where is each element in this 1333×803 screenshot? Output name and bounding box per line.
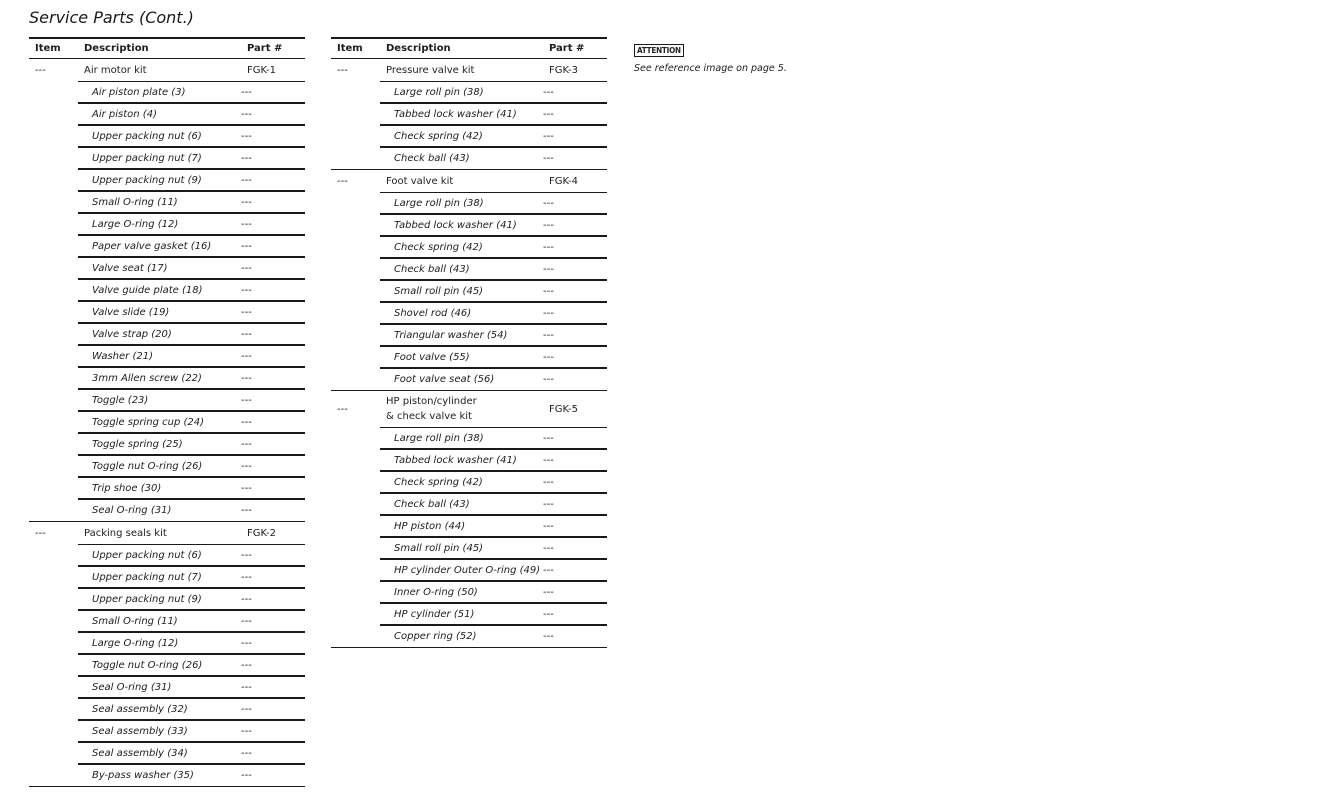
part-number: ---	[543, 374, 554, 385]
part-row	[78, 279, 305, 301]
part-number: ---	[241, 284, 252, 296]
part-description: Toggle spring cup (24)	[92, 416, 204, 428]
part-number: ---	[543, 564, 554, 576]
part-row	[78, 632, 305, 654]
part-description: Seal assembly (32)	[92, 703, 188, 715]
part-row	[78, 411, 305, 433]
part-row	[78, 588, 305, 610]
part-number: ---	[241, 593, 252, 605]
part-description: 3mm Allen screw (22)	[92, 372, 202, 384]
part-number: ---	[241, 218, 252, 230]
part-number: ---	[543, 631, 554, 642]
part-row	[380, 449, 607, 471]
kit-group	[331, 170, 607, 391]
kit-description: Packing seals kit	[84, 527, 167, 539]
part-row	[380, 236, 607, 258]
part-description: Tabbed lock washer (41)	[394, 108, 517, 120]
part-number: ---	[543, 153, 554, 164]
part-row	[380, 280, 607, 302]
part-description: Paper valve gasket (16)	[92, 240, 212, 252]
part-number: ---	[241, 372, 252, 384]
part-row	[78, 566, 305, 588]
part-number: ---	[543, 130, 554, 142]
part-description: Small O-ring (11)	[92, 615, 178, 627]
part-number: ---	[543, 219, 554, 231]
part-number: ---	[241, 152, 252, 164]
part-description: Seal O-ring (31)	[92, 505, 172, 516]
part-row	[380, 125, 607, 147]
part-description: Air piston plate (3)	[92, 86, 186, 98]
part-description: Upper packing nut (6)	[92, 130, 202, 142]
item-cell: ---	[337, 64, 348, 76]
part-description: Inner O-ring (50)	[394, 586, 478, 598]
header-part-number: Part #	[247, 43, 283, 54]
part-number: ---	[543, 432, 554, 444]
part-description: Triangular washer (54)	[394, 329, 508, 341]
part-row	[78, 654, 305, 676]
header-description: Description	[84, 43, 149, 54]
part-description: Toggle (23)	[92, 394, 149, 406]
part-number: ---	[543, 197, 554, 209]
part-row	[78, 323, 305, 345]
part-description: Valve strap (20)	[92, 328, 172, 340]
part-description: Upper packing nut (7)	[92, 571, 202, 583]
kit-part-number: FGK-3	[549, 64, 578, 76]
part-number: ---	[241, 659, 252, 671]
parts-table-right	[331, 37, 607, 648]
part-description: Washer (21)	[92, 350, 153, 362]
part-row	[78, 257, 305, 279]
part-row	[78, 499, 305, 521]
part-row	[78, 147, 305, 169]
part-row	[380, 147, 607, 169]
part-number: ---	[543, 498, 554, 510]
kit-group	[331, 391, 607, 648]
part-number: ---	[543, 608, 554, 620]
part-row	[78, 81, 305, 103]
part-row	[380, 581, 607, 603]
part-number: ---	[241, 174, 252, 186]
part-description: Large O-ring (12)	[92, 218, 179, 230]
kit-description: Air motor kit	[84, 64, 147, 76]
part-row	[380, 427, 607, 449]
part-row	[78, 301, 305, 323]
part-description: Seal assembly (33)	[92, 725, 188, 737]
kit-row	[331, 391, 607, 427]
part-number: ---	[241, 350, 252, 362]
part-row	[78, 477, 305, 499]
part-description: Large roll pin (38)	[394, 432, 484, 444]
part-row	[380, 258, 607, 280]
part-number: ---	[543, 329, 554, 341]
part-number: ---	[241, 108, 252, 120]
part-number: ---	[241, 328, 252, 340]
part-row	[78, 389, 305, 411]
header-description: Description	[386, 43, 451, 54]
part-row	[380, 515, 607, 537]
item-cell: ---	[337, 403, 348, 415]
part-number: ---	[543, 586, 554, 598]
part-description: Trip shoe (30)	[92, 482, 162, 494]
part-number: ---	[241, 615, 252, 627]
part-number: ---	[543, 86, 554, 98]
part-description: Foot valve (55)	[394, 351, 470, 363]
header-part-number: Part #	[549, 43, 585, 54]
part-row	[78, 698, 305, 720]
part-description: Upper packing nut (9)	[92, 174, 202, 186]
part-description: Valve slide (19)	[92, 306, 170, 318]
part-row	[78, 235, 305, 257]
part-number: ---	[543, 520, 554, 532]
item-cell: ---	[35, 64, 46, 76]
part-description: Seal assembly (34)	[92, 747, 188, 759]
part-row	[78, 433, 305, 455]
part-description: Check spring (42)	[394, 130, 483, 142]
part-number: ---	[241, 747, 252, 759]
part-row	[380, 603, 607, 625]
part-number: ---	[241, 130, 252, 142]
part-number: ---	[241, 438, 252, 450]
part-number: ---	[543, 351, 554, 363]
part-description: Shovel rod (46)	[394, 307, 472, 319]
part-row	[78, 544, 305, 566]
part-row	[380, 493, 607, 515]
part-description: Air piston (4)	[92, 108, 157, 120]
part-number: ---	[241, 770, 252, 781]
part-row	[380, 537, 607, 559]
part-description: By-pass washer (35)	[92, 770, 194, 781]
part-description: Check ball (43)	[394, 498, 470, 510]
part-number: ---	[241, 394, 252, 406]
part-description: Small roll pin (45)	[394, 285, 484, 297]
kit-group	[29, 59, 305, 522]
part-description: Valve guide plate (18)	[92, 284, 203, 296]
part-row	[78, 191, 305, 213]
header-item: Item	[35, 43, 61, 54]
item-cell: ---	[35, 527, 46, 539]
page-title: Service Parts (Cont.)	[29, 8, 194, 27]
kit-description: Foot valve kit	[386, 175, 454, 187]
part-number: ---	[543, 476, 554, 488]
part-description: Toggle nut O-ring (26)	[92, 460, 203, 472]
part-description: Tabbed lock washer (41)	[394, 219, 517, 231]
part-number: ---	[241, 703, 252, 715]
part-number: ---	[241, 505, 252, 516]
part-row	[78, 367, 305, 389]
kit-group	[29, 522, 305, 787]
table-header	[331, 37, 607, 59]
part-number: ---	[543, 285, 554, 297]
header-item: Item	[337, 43, 363, 54]
part-description: Valve seat (17)	[92, 262, 168, 274]
part-number: ---	[543, 263, 554, 275]
part-description: Toggle spring (25)	[92, 438, 183, 450]
part-row	[380, 192, 607, 214]
part-description: Seal O-ring (31)	[92, 681, 172, 693]
part-number: ---	[241, 549, 252, 561]
part-row	[78, 455, 305, 477]
part-row	[380, 302, 607, 324]
part-row	[78, 213, 305, 235]
part-row	[380, 81, 607, 103]
kit-part-number: FGK-4	[549, 175, 578, 187]
parts-table-left	[29, 37, 305, 787]
part-row	[78, 169, 305, 191]
part-number: ---	[241, 482, 252, 494]
part-number: ---	[241, 306, 252, 318]
part-description: HP cylinder (51)	[394, 608, 475, 620]
part-row	[78, 720, 305, 742]
kit-description: Pressure valve kit	[386, 64, 475, 76]
part-number: ---	[543, 241, 554, 253]
kit-row	[29, 59, 305, 81]
attention-text: See reference image on page 5.	[634, 63, 787, 74]
part-description: Small O-ring (11)	[92, 196, 178, 208]
part-number: ---	[241, 637, 252, 649]
part-row	[380, 471, 607, 493]
part-description: HP piston (44)	[394, 520, 466, 532]
part-description: Check spring (42)	[394, 241, 483, 253]
part-row	[380, 103, 607, 125]
part-number: ---	[543, 108, 554, 120]
kit-group	[331, 59, 607, 170]
part-number: ---	[241, 460, 252, 472]
kit-part-number: FGK-1	[247, 64, 276, 76]
part-description: Check ball (43)	[394, 153, 470, 164]
part-description: Tabbed lock washer (41)	[394, 454, 517, 466]
part-description: Foot valve seat (56)	[394, 374, 495, 385]
part-row	[78, 610, 305, 632]
part-number: ---	[543, 542, 554, 554]
part-number: ---	[241, 240, 252, 252]
part-row	[380, 559, 607, 581]
part-row	[380, 324, 607, 346]
part-number: ---	[241, 681, 252, 693]
part-number: ---	[241, 725, 252, 737]
part-number: ---	[241, 571, 252, 583]
part-number: ---	[241, 416, 252, 428]
part-description: Upper packing nut (7)	[92, 152, 202, 164]
part-description: Small roll pin (45)	[394, 542, 484, 554]
part-description: Upper packing nut (6)	[92, 549, 202, 561]
part-row	[78, 742, 305, 764]
kit-part-number: FGK-2	[247, 527, 276, 539]
part-row	[380, 346, 607, 368]
part-description: Large roll pin (38)	[394, 86, 484, 98]
part-description: Check spring (42)	[394, 476, 483, 488]
part-description: Large O-ring (12)	[92, 637, 179, 649]
part-row	[78, 345, 305, 367]
part-row	[78, 676, 305, 698]
kit-row	[331, 59, 607, 81]
part-description: Copper ring (52)	[394, 631, 477, 642]
kit-part-number: FGK-5	[549, 403, 578, 415]
part-description: Toggle nut O-ring (26)	[92, 659, 203, 671]
part-number: ---	[543, 454, 554, 466]
part-row	[78, 125, 305, 147]
part-row	[380, 214, 607, 236]
part-description: Check ball (43)	[394, 263, 470, 275]
kit-row	[331, 170, 607, 192]
kit-row	[29, 522, 305, 544]
kit-description: HP piston/cylinder & check valve kit	[386, 396, 477, 422]
part-row	[380, 625, 607, 647]
part-description: Upper packing nut (9)	[92, 593, 202, 605]
attention-badge: ATTENTION	[634, 44, 684, 57]
part-description: HP cylinder Outer O-ring (49)	[394, 564, 541, 576]
part-row	[78, 103, 305, 125]
part-number: ---	[241, 262, 252, 274]
attention-note	[634, 38, 787, 74]
item-cell: ---	[337, 175, 348, 187]
table-header	[29, 37, 305, 59]
part-row	[78, 764, 305, 786]
part-number: ---	[241, 86, 252, 98]
part-number: ---	[241, 196, 252, 208]
part-row	[380, 368, 607, 390]
part-description: Large roll pin (38)	[394, 197, 484, 209]
part-number: ---	[543, 307, 554, 319]
